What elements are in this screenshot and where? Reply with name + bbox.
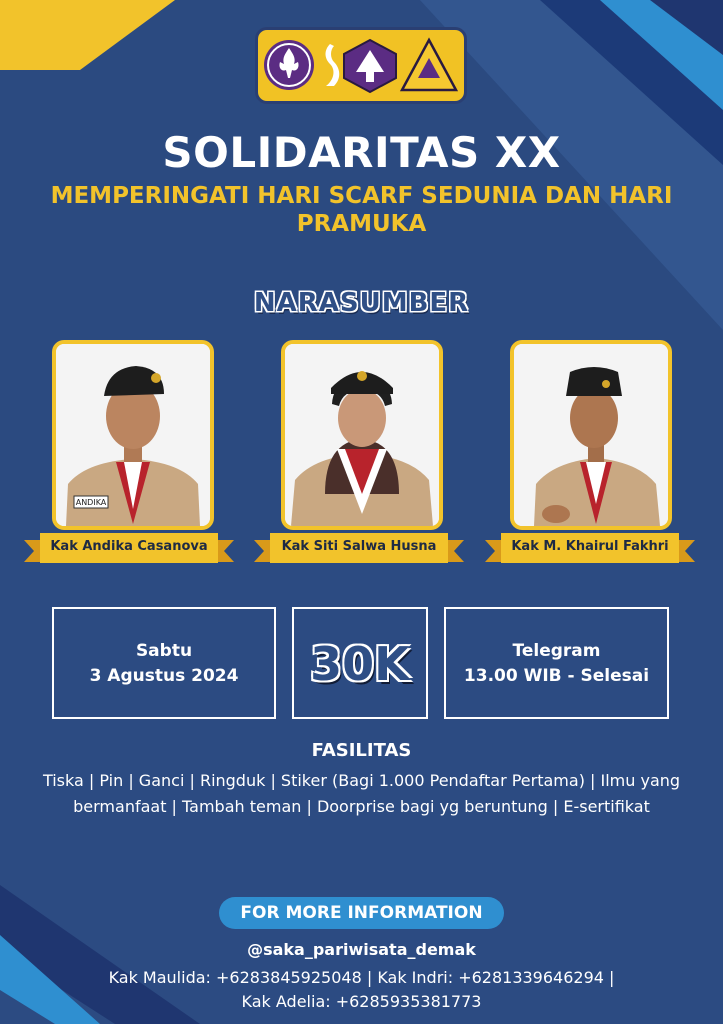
speaker-1-name: Kak Andika Casanova xyxy=(50,539,208,554)
date-box xyxy=(52,607,276,719)
speaker-photo-3 xyxy=(510,340,672,530)
speaker-2-name: Kak Siti Salwa Husna xyxy=(281,539,437,554)
kwarran-icon xyxy=(402,40,456,90)
event-time: 13.00 WIB - Selesai xyxy=(463,666,650,686)
speaker-photo-2 xyxy=(281,340,443,530)
tunas-kelapa-icon xyxy=(326,44,340,86)
speaker-ribbon-2 xyxy=(254,530,464,566)
event-title: SOLIDARITAS XX xyxy=(162,128,561,177)
event-platform: Telegram xyxy=(512,641,601,661)
more-information-button[interactable]: FOR MORE INFORMATION xyxy=(219,897,504,929)
speaker-ribbon-3 xyxy=(485,530,695,566)
event-price: 30K xyxy=(310,637,410,691)
speaker-1-name-tag: ANDIKA xyxy=(75,498,107,507)
facilities-heading: FASILITAS xyxy=(311,740,412,761)
facilities-list: Tiska | Pin | Ganci | Ringduk | Stiker (Bagi 1.000 Pendaftar Pertama) | Ilmu yang bermanfaat | Tambah teman | Doorprise bagi yg beruntung | E-sertifikat xyxy=(42,771,681,816)
speaker-3-name: Kak M. Khairul Fakhri xyxy=(511,539,669,554)
event-date: 3 Agustus 2024 xyxy=(89,666,239,686)
event-day: Sabtu xyxy=(135,641,193,661)
contact-list xyxy=(60,966,663,1014)
platform-box xyxy=(444,607,669,719)
price-box xyxy=(292,607,428,719)
speaker-ribbon-1 xyxy=(24,530,234,566)
logo-bar xyxy=(255,27,467,104)
scout-emblem-icon xyxy=(264,40,314,90)
speaker-photo-1 xyxy=(52,340,214,530)
event-subtitle: MEMPERINGATI HARI SCARF SEDUNIA DAN HARI PRAMUKA xyxy=(50,183,673,237)
saka-pariwisata-icon xyxy=(344,40,396,92)
speakers-heading: NARASUMBER xyxy=(253,288,470,318)
instagram-handle[interactable]: @saka_pariwisata_demak xyxy=(247,940,476,959)
contact-line-1: Kak Maulida: +6283845925048 | Kak Indri: +6281339646294 | xyxy=(108,968,615,987)
contact-line-2: Kak Adelia: +6285935381773 xyxy=(241,992,482,1011)
